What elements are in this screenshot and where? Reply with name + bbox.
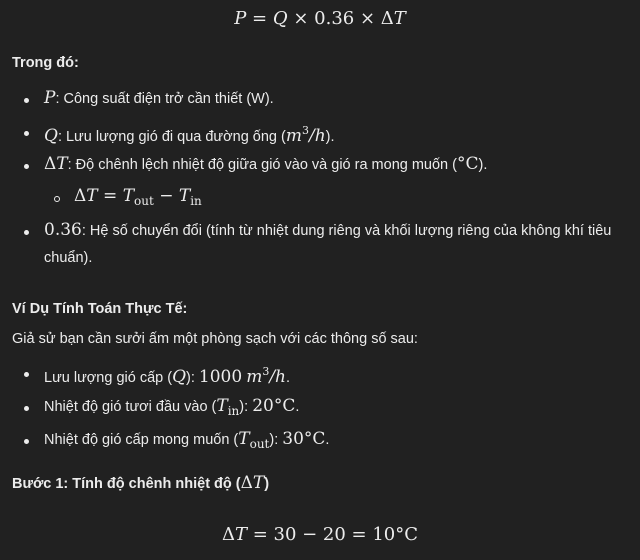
list-item: Nhiệt độ gió tươi đầu vào $(T_{in})$: 20°C. bbox=[44, 396, 300, 418]
bullet bbox=[24, 230, 29, 235]
step1-heading: Bước 1: Tính độ chênh nhiệt độ (ΔT) bbox=[12, 473, 270, 493]
list-item: 0.36: Hệ số chuyển đổi (tính từ nhiệt dung riêng và khối lượng riêng của không khí tiêu bbox=[44, 220, 612, 240]
list-item: P: Công suất điện trở cần thiết (W). bbox=[44, 88, 274, 108]
section-heading-where: Trong đó: bbox=[12, 55, 79, 71]
list-item: ΔT: Độ chênh lệch nhiệt độ giữa gió vào và gió ra mong muốn (°C). bbox=[44, 154, 488, 174]
bullet bbox=[24, 164, 29, 169]
list-item: Q: Lưu lượng gió đi qua đường ống $(m^3/h)$. bbox=[44, 124, 335, 146]
step1-formula: ΔT = 30 − 20 = 10°C bbox=[221, 524, 419, 545]
example-intro: Giả sử bạn cần sưởi ấm một phòng sạch với các thông số sau: bbox=[12, 331, 418, 347]
bullet bbox=[24, 406, 29, 411]
bullet bbox=[24, 98, 29, 103]
section-heading-example: Ví Dụ Tính Toán Thực Tế: bbox=[12, 301, 188, 317]
list-item-continuation: chuẩn). bbox=[44, 250, 93, 266]
list-item: Lưu lượng gió cấp (Q): 1000 $m^3/h$. bbox=[44, 365, 291, 387]
list-item: Nhiệt độ gió cấp mong muốn $(T_{out})$: 30°C. bbox=[44, 429, 330, 451]
bullet bbox=[24, 131, 29, 136]
list-item-nested: $\Delta T = T_{out} - T_{in}$ bbox=[74, 186, 202, 208]
main-formula: P = Q × 0.36 × ΔT bbox=[234, 8, 406, 29]
bullet bbox=[24, 439, 29, 444]
sub-bullet bbox=[54, 196, 60, 202]
bullet bbox=[24, 372, 29, 377]
